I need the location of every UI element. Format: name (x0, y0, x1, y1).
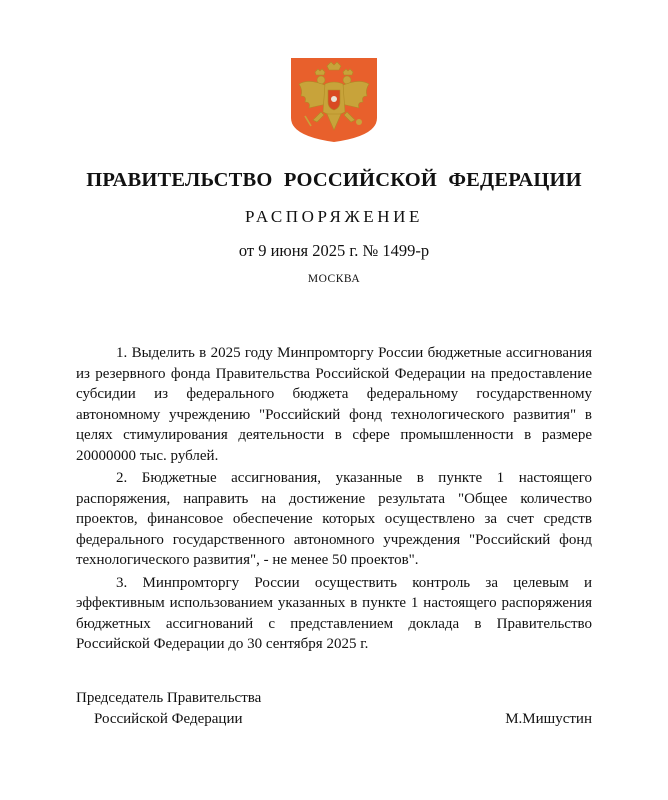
signatory-name: М.Мишустин (505, 711, 592, 727)
document-city: МОСКВА (307, 273, 361, 285)
paragraph-3: 3. Минпромторгу России осуществить контроль за целевым и эффективным использованием указанных в пункте 1 настоящего распоряжения бюджетных ассигнований с представлением доклада в Правительство Российской Федерации до 30 сентября 2025 г. (76, 574, 592, 653)
document-body (76, 343, 592, 656)
paragraph-2: 2. Бюджетные ассигнования, указанные в пункте 1 настоящего распоряжения, направить на достижение результата "Общее количество проектов, финансовое обеспечение которых осуществлено за счет средств федерального государственного автономного учреждения "Российский фонд технологического развития", - не менее 50 проектов". (76, 470, 592, 569)
signature-block (76, 688, 592, 730)
document-type: РАСПОРЯЖЕНИЕ (244, 207, 424, 226)
signatory-role-line1: Председатель Правительства (76, 690, 262, 706)
paragraph-1: 1. Выделить в 2025 году Минпромторгу России бюджетные ассигнования из резервного фонда Правительства Российской Федерации на предоставление субсидии из федерального бюджета федеральному государственному автономному учреждению "Российский фонд технологического развития" в целях стимулирования деятельности в сфере промышленности в размере 20000000 тыс. рублей. (76, 345, 592, 464)
signatory-role-line2: Российской Федерации (94, 711, 243, 727)
signature-row (76, 709, 592, 730)
issuer-title: ПРАВИТЕЛЬСТВО РОССИЙСКОЙ ФЕДЕРАЦИИ (86, 169, 582, 191)
coat-of-arms-icon (287, 56, 381, 144)
document-date-number: от 9 июня 2025 г. № 1499-р (238, 241, 430, 260)
